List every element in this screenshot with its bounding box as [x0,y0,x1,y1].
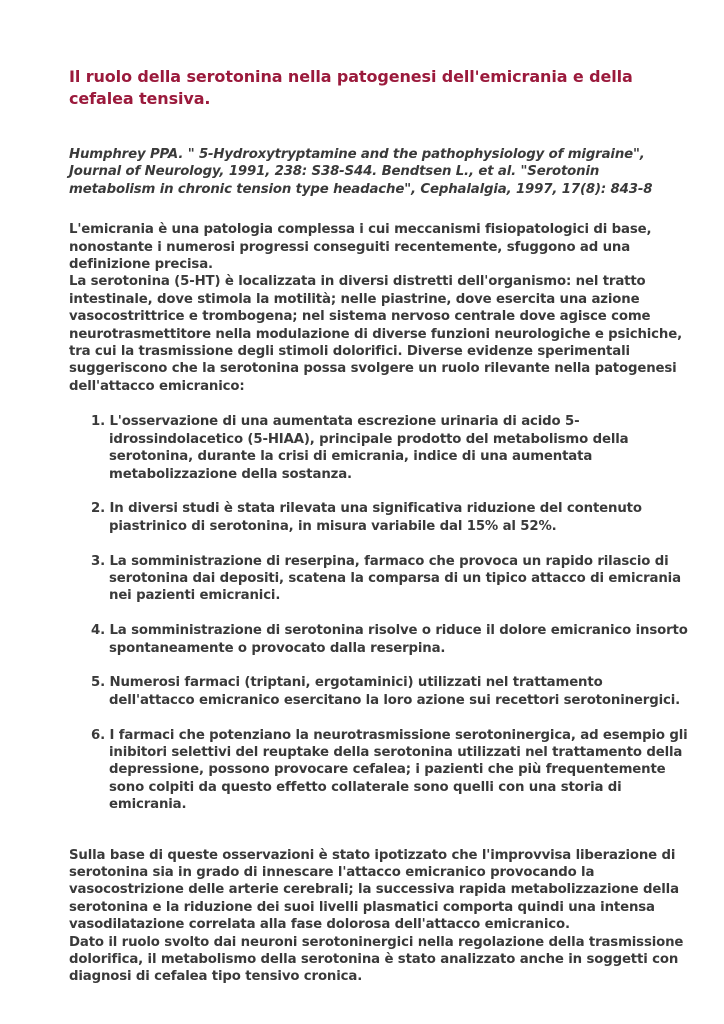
conclusion-paragraph-2: Dato il ruolo svolto dai neuroni serotoninergici nella regolazione della trasmissione dolorifica, il metabolismo della serotonina è stato analizzato anche in soggetti con diagnosi di cefalea tipo tensivo cronica. [69,934,684,985]
conclusion-paragraph-1: Sulla base di queste osservazioni è stato ipotizzato che l'improvvisa liberazione di serotonina sia in grado di innescare l'attacco emicranico provocando la vasocostrizione delle arterie cerebrali; la successiva rapida metabolizzazione della serotonina e la riduzione dei suoi livelli plasmatici comporta quindi una intensa vasodilatazione correlata alla fase dolorosa dell'attacco emicranico. [69,847,679,933]
references-citation: Humphrey PPA. " 5-Hydroxytryptamine and the pathophysiology of migraine", Journal of Neurology, 1991, 238: S38-S44. Bendtsen L., et al. "Serotonin metabolism in chronic tension type headache", Cephalalgia, 1997, 17(8): 843-8 [69,147,653,197]
intro-paragraph-2: La serotonina (5-HT) è localizzata in diversi distretti dell'organismo: nel tratto intestinale, dove stimola la motilità; nelle piastrine, dove esercita una azione vasocostrittrice e trombogena; nel sistema nervoso centrale dove agisce come neurotrasmettitore nella modulazione di diverse funzioni neurologiche e psichiche, tra cui la trasmissione degli stimoli dolorifici. Diverse evidenze sperimentali suggeriscono che la serotonina possa svolgere un ruolo rilevante nella patogenesi dell'attacco emicranico: [69,274,682,394]
evidence-list [69,413,689,813]
evidence-item-3: 3. La somministrazione di reserpina, farmaco che provoca un rapido rilascio di serotonina dai depositi, scatena la comparsa di un tipico attacco di emicrania nei pazienti emicranici. [91,553,681,604]
document-page [69,66,689,986]
document-title: Il ruolo della serotonina nella patogenesi dell'emicrania e della cefalea tensiva. [69,67,633,108]
evidence-item-2: 2. In diversi studi è stata rilevata una significativa riduzione del contenuto piastrinico di serotonina, in misura variabile dal 15% al 52%. [91,501,642,534]
evidence-item-5: 5. Numerosi farmaci (triptani, ergotaminici) utilizzati nel trattamento dell'attacco emicranico esercitano la loro azione sui recettori serotoninergici. [91,675,681,708]
evidence-item-6: 6. I farmaci che potenziano la neurotrasmissione serotoninergica, ad esempio gli inibitori selettivi del reuptake della serotonina utilizzati nel trattamento della depressione, possono provocare cefalea; i pazienti che più frequentemente sono colpiti da questo effetto collaterale sono quelli con una storia di emicrania. [91,727,688,813]
evidence-item-1: 1. L'osservazione di una aumentata escrezione urinaria di acido 5-idrossindolacetico (5-HIAA), principale prodotto del metabolismo della serotonina, durante la crisi di emicrania, indice di una aumentata metabolizzazione della sostanza. [91,414,629,482]
intro-paragraph-1: L'emicrania è una patologia complessa i cui meccanismi fisiopatologici di base, nonostante i numerosi progressi conseguiti recentemente, sfuggono ad una definizione precisa. [69,222,652,273]
evidence-item-4: 4. La somministrazione di serotonina risolve o riduce il dolore emicranico insorto spontaneamente o provocato dalla reserpina. [91,623,688,656]
